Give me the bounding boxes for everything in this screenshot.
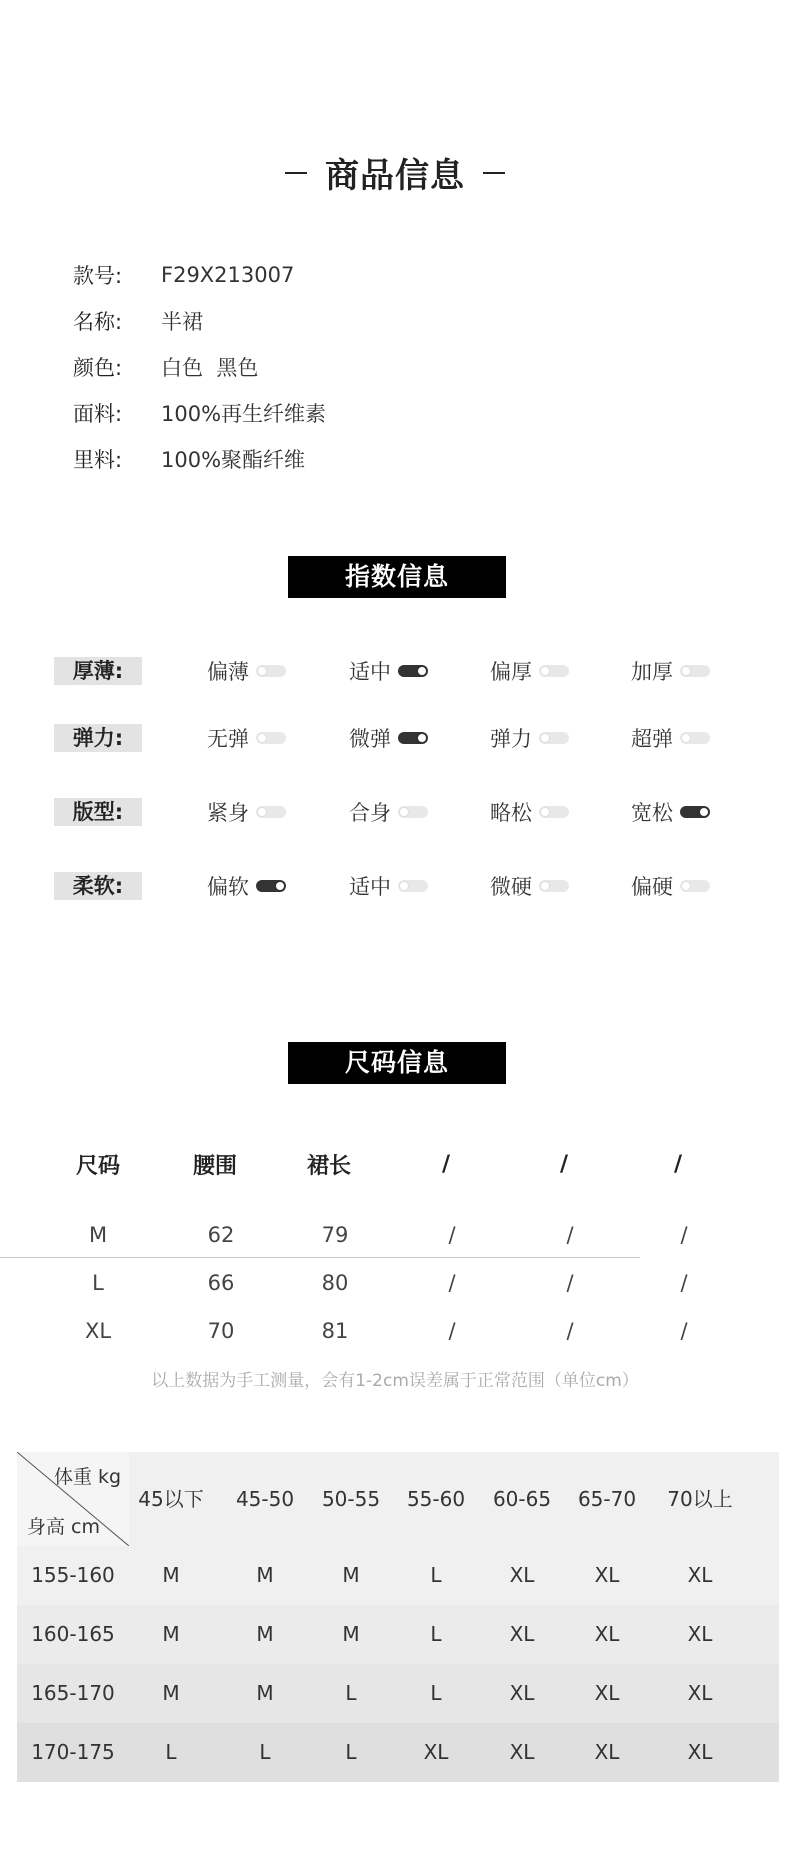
index-option xyxy=(207,797,286,827)
index-option-label: 偏厚 xyxy=(490,660,532,684)
index-option xyxy=(207,871,286,901)
index-option xyxy=(631,656,710,686)
recommended-size-cell: M xyxy=(342,1622,360,1646)
size-cell: / xyxy=(680,1223,688,1247)
recommended-size-cell: XL xyxy=(594,1681,620,1705)
index-option xyxy=(490,871,569,901)
recommended-size-cell: XL xyxy=(594,1622,620,1646)
index-option xyxy=(631,723,710,753)
recommended-size-cell: L xyxy=(345,1740,357,1764)
index-option xyxy=(207,656,286,686)
index-option xyxy=(490,797,569,827)
toggle-off-icon xyxy=(680,880,710,892)
index-row xyxy=(54,655,744,687)
size-table-row xyxy=(74,1307,714,1355)
info-key: 款号: xyxy=(73,264,123,288)
size-header-cell: / xyxy=(673,1151,683,1177)
weight-range-header: 60-65 xyxy=(492,1487,552,1511)
rec-header-row xyxy=(17,1452,779,1546)
size-table xyxy=(74,1145,714,1355)
toggle-off-icon xyxy=(398,806,428,818)
toggle-on-icon xyxy=(398,665,428,677)
index-row-label: 柔软: xyxy=(54,872,142,900)
rec-row xyxy=(17,1723,779,1782)
height-range-cell: 170-175 xyxy=(31,1740,115,1764)
rec-corner-cell xyxy=(17,1452,129,1546)
index-option-label: 微弹 xyxy=(349,727,391,751)
info-value: 半裙 xyxy=(161,310,203,334)
index-option-label: 偏薄 xyxy=(207,660,249,684)
recommended-size-cell: M xyxy=(256,1563,274,1587)
index-option-label: 无弹 xyxy=(207,727,249,751)
toggle-on-icon xyxy=(680,806,710,818)
toggle-off-icon xyxy=(539,880,569,892)
height-range-cell: 160-165 xyxy=(31,1622,115,1646)
size-cell: 62 xyxy=(207,1223,235,1247)
recommended-size-cell: XL xyxy=(509,1740,535,1764)
index-option-label: 加厚 xyxy=(631,660,673,684)
toggle-off-icon xyxy=(256,732,286,744)
toggle-off-icon xyxy=(256,806,286,818)
index-option-label: 偏硬 xyxy=(631,875,673,899)
size-cell: / xyxy=(566,1319,574,1343)
recommended-size-cell: M xyxy=(162,1563,180,1587)
index-option-label: 适中 xyxy=(349,660,391,684)
index-row xyxy=(54,722,744,754)
info-value: 100%再生纤维素 xyxy=(161,402,327,426)
size-table-divider xyxy=(0,1257,640,1258)
title-dash-right xyxy=(483,172,505,174)
index-option xyxy=(631,871,710,901)
size-cell: 70 xyxy=(207,1319,235,1343)
toggle-off-icon xyxy=(680,732,710,744)
index-option-label: 弹力 xyxy=(490,727,532,751)
size-recommendation-table xyxy=(17,1452,779,1782)
weight-range-header: 45以下 xyxy=(138,1487,204,1511)
info-value: 白色 黑色 xyxy=(161,356,259,380)
index-option-label: 适中 xyxy=(349,875,391,899)
recommended-size-cell: M xyxy=(256,1622,274,1646)
info-row-style-no xyxy=(73,252,326,298)
weight-label: 体重 kg xyxy=(54,1466,122,1488)
toggle-off-icon xyxy=(539,806,569,818)
recommended-size-cell: XL xyxy=(594,1563,620,1587)
size-header-cell: 裙长 xyxy=(306,1153,352,1179)
index-option xyxy=(349,656,428,686)
size-cell: / xyxy=(680,1319,688,1343)
toggle-off-icon xyxy=(256,665,286,677)
weight-range-header: 55-60 xyxy=(406,1487,466,1511)
recommended-size-cell: XL xyxy=(687,1740,713,1764)
rec-row xyxy=(17,1664,779,1723)
index-option xyxy=(349,871,428,901)
size-cell: / xyxy=(680,1271,688,1295)
toggle-off-icon xyxy=(680,665,710,677)
size-table-row xyxy=(74,1259,714,1307)
weight-range-header: 65-70 xyxy=(577,1487,637,1511)
recommended-size-cell: L xyxy=(430,1681,442,1705)
recommended-size-cell: L xyxy=(430,1622,442,1646)
weight-range-header: 50-55 xyxy=(321,1487,381,1511)
height-range-cell: 165-170 xyxy=(31,1681,115,1705)
recommended-size-cell: XL xyxy=(423,1740,449,1764)
recommended-size-cell: XL xyxy=(594,1740,620,1764)
toggle-on-icon xyxy=(256,880,286,892)
size-cell: 81 xyxy=(321,1319,349,1343)
toggle-off-icon xyxy=(398,880,428,892)
weight-range-header: 45-50 xyxy=(235,1487,295,1511)
recommended-size-cell: XL xyxy=(509,1622,535,1646)
index-option-label: 合身 xyxy=(349,801,391,825)
size-cell: / xyxy=(566,1271,574,1295)
size-cell: / xyxy=(448,1223,456,1247)
recommended-size-cell: M xyxy=(162,1622,180,1646)
info-value: 100%聚酯纤维 xyxy=(161,448,306,472)
size-cell: / xyxy=(448,1319,456,1343)
recommended-size-cell: XL xyxy=(509,1563,535,1587)
index-option xyxy=(490,656,569,686)
info-row-lining xyxy=(73,436,326,482)
index-row-label: 厚薄: xyxy=(54,657,142,685)
size-info-title: 尺码信息 xyxy=(288,1042,506,1084)
rec-row xyxy=(17,1546,779,1605)
info-key: 颜色: xyxy=(73,356,123,380)
product-info-title: 商品信息 xyxy=(325,156,465,196)
index-option-label: 超弹 xyxy=(631,727,673,751)
size-cell: / xyxy=(448,1271,456,1295)
info-value: F29X213007 xyxy=(161,263,295,287)
info-key: 里料: xyxy=(73,448,123,472)
toggle-off-icon xyxy=(539,732,569,744)
index-option-label: 紧身 xyxy=(207,801,249,825)
index-option-label: 偏软 xyxy=(207,875,249,899)
size-header-cell: / xyxy=(559,1151,569,1177)
size-cell: / xyxy=(566,1223,574,1247)
size-cell: 79 xyxy=(321,1223,349,1247)
index-option-label: 宽松 xyxy=(631,801,673,825)
index-option xyxy=(207,723,286,753)
info-row-name xyxy=(73,298,326,344)
recommended-size-cell: XL xyxy=(687,1681,713,1705)
info-row-fabric xyxy=(73,390,326,436)
recommended-size-cell: L xyxy=(430,1563,442,1587)
recommended-size-cell: L xyxy=(345,1681,357,1705)
toggle-on-icon xyxy=(398,732,428,744)
size-cell: XL xyxy=(84,1319,112,1343)
height-label: 身高 cm xyxy=(27,1516,100,1538)
rec-body xyxy=(17,1546,779,1782)
size-header-cell: / xyxy=(441,1151,451,1177)
index-option xyxy=(349,797,428,827)
index-option-label: 略松 xyxy=(490,801,532,825)
size-cell: 66 xyxy=(207,1271,235,1295)
size-header-cell: 尺码 xyxy=(75,1153,121,1179)
recommended-size-cell: XL xyxy=(687,1563,713,1587)
product-info-list xyxy=(73,252,326,482)
size-cell: L xyxy=(92,1271,104,1295)
product-info-heading xyxy=(0,148,790,197)
size-table-header xyxy=(74,1145,714,1183)
recommended-size-cell: L xyxy=(165,1740,177,1764)
index-row xyxy=(54,796,744,828)
rec-row xyxy=(17,1605,779,1664)
toggle-off-icon xyxy=(539,665,569,677)
index-row xyxy=(54,870,744,902)
recommended-size-cell: M xyxy=(162,1681,180,1705)
index-option xyxy=(631,797,710,827)
recommended-size-cell: L xyxy=(259,1740,271,1764)
index-option xyxy=(349,723,428,753)
index-info-title: 指数信息 xyxy=(288,556,506,598)
index-row-label: 版型: xyxy=(54,798,142,826)
size-table-row xyxy=(74,1211,714,1259)
info-row-color xyxy=(73,344,326,390)
index-option xyxy=(490,723,569,753)
size-note: 以上数据为手工测量，会有1-2cm误差属于正常范围（单位cm） xyxy=(151,1371,639,1391)
info-key: 名称: xyxy=(73,310,123,334)
weight-range-header: 70以上 xyxy=(667,1487,733,1511)
recommended-size-cell: XL xyxy=(509,1681,535,1705)
recommended-size-cell: M xyxy=(342,1563,360,1587)
index-row-label: 弹力: xyxy=(54,724,142,752)
title-dash-left xyxy=(285,172,307,174)
recommended-size-cell: XL xyxy=(687,1622,713,1646)
info-key: 面料: xyxy=(73,402,123,426)
recommended-size-cell: M xyxy=(256,1681,274,1705)
size-header-cell: 腰围 xyxy=(192,1153,238,1179)
size-cell: 80 xyxy=(321,1271,349,1295)
height-range-cell: 155-160 xyxy=(31,1563,115,1587)
index-option-label: 微硬 xyxy=(490,875,532,899)
size-cell: M xyxy=(88,1223,108,1247)
